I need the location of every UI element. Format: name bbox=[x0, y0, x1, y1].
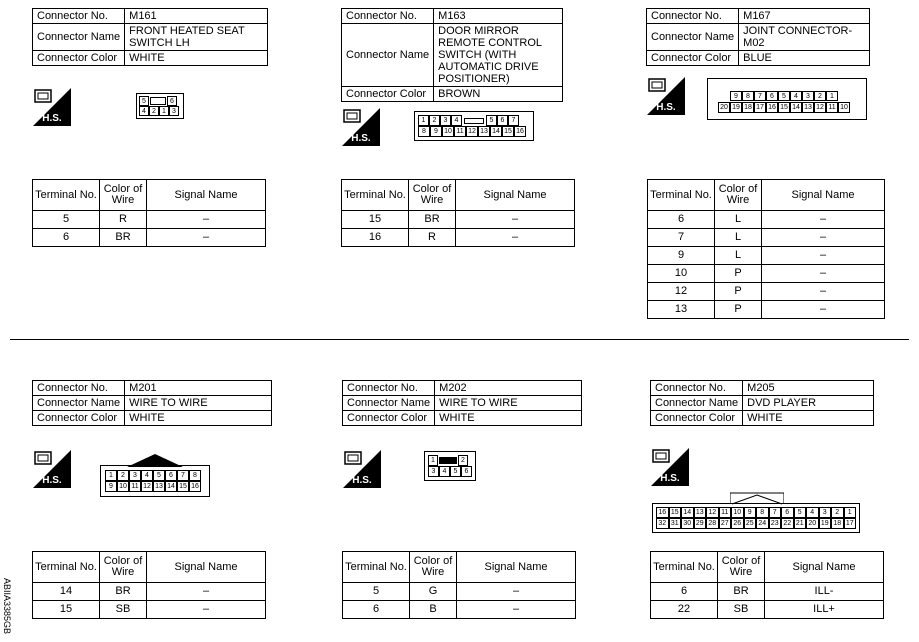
harness-side-icon bbox=[33, 88, 71, 126]
label-connector-name: Connector Name bbox=[342, 24, 434, 87]
pin: 2 bbox=[149, 106, 159, 116]
connector-key bbox=[150, 97, 166, 105]
connector-key bbox=[464, 118, 484, 124]
connector-face-m167: 9 8 7 6 5 4 3 2 1 20 19 18 17 16 15 14 13 12 11 10 bbox=[707, 78, 867, 120]
section-divider bbox=[10, 339, 909, 340]
connector-face-m202: 1 2 3 4 5 6 bbox=[424, 451, 476, 481]
svg-text:H.S.: H.S. bbox=[660, 473, 680, 484]
connector-name-value: FRONT HEATED SEAT SWITCH LH bbox=[125, 24, 268, 51]
label-connector-no: Connector No. bbox=[342, 9, 434, 24]
pin: 6 bbox=[167, 96, 177, 106]
table-row: 14 BR – bbox=[33, 583, 266, 601]
table-row: 5 R – bbox=[33, 211, 266, 229]
harness-side-icon bbox=[651, 448, 689, 486]
connector-color-value: WHITE bbox=[125, 51, 268, 66]
table-row: 15 SB – bbox=[33, 601, 266, 619]
label-connector-name: Connector Name bbox=[33, 24, 125, 51]
table-row: 5 G – bbox=[343, 583, 576, 601]
table-row: 7 L – bbox=[648, 229, 885, 247]
connector-info-m201: Connector No. M201 Connector Name WIRE TO WIRE Connector Color WHITE bbox=[32, 380, 272, 426]
harness-side-icon bbox=[342, 108, 380, 146]
harness-side-icon bbox=[647, 77, 685, 115]
table-row: 15 BR – bbox=[342, 211, 575, 229]
table-row: 6 L – bbox=[648, 211, 885, 229]
connector-no-value: M161 bbox=[125, 9, 268, 24]
table-row: 13 P – bbox=[648, 301, 885, 319]
terminal-table-m202: Terminal No. Color of Wire Signal Name 5 G – 6 B – bbox=[342, 551, 576, 619]
harness-side-icon bbox=[33, 450, 71, 488]
table-row: 6 BR – bbox=[33, 229, 266, 247]
svg-text:H.S.: H.S. bbox=[656, 102, 676, 113]
harness-side-icon bbox=[343, 450, 381, 488]
hs-label: H.S. bbox=[351, 133, 371, 144]
connector-no-value: M163 bbox=[434, 9, 563, 24]
connector-face-m205: 16 15 14 13 12 11 10 9 8 7 6 5 4 3 2 1 32 31 30 29 28 27 26 25 24 23 22 21 20 19 18 17 bbox=[652, 503, 860, 533]
wire-color-header: Color of Wire bbox=[100, 180, 147, 211]
svg-text:H.S.: H.S. bbox=[42, 475, 62, 486]
connector-name-value: DOOR MIRROR REMOTE CONTROL SWITCH (WITH AUTOMATIC DRIVE POSITIONER) bbox=[434, 24, 563, 87]
terminal-table-m161 bbox=[32, 179, 266, 247]
table-row: 6 BR ILL- bbox=[651, 583, 884, 601]
connector-info-m202: Connector No. M202 Connector Name WIRE TO WIRE Connector Color WHITE bbox=[342, 380, 582, 426]
pin: 5 bbox=[139, 96, 149, 106]
hs-label: H.S. bbox=[42, 113, 62, 124]
terminal-table-m205: Terminal No. Color of Wire Signal Name 6 BR ILL- 22 SB ILL+ bbox=[650, 551, 884, 619]
connector-color-value: BROWN bbox=[434, 87, 563, 102]
table-row: 9 L – bbox=[648, 247, 885, 265]
connector-info-m163 bbox=[341, 8, 563, 102]
svg-text:H.S.: H.S. bbox=[352, 475, 372, 486]
pin: 3 bbox=[169, 106, 179, 116]
connector-face-m201: 1 2 3 4 5 6 7 8 9 10 11 12 13 14 15 16 bbox=[100, 465, 210, 497]
connector-latch bbox=[730, 490, 784, 505]
signal-name-header: Signal Name bbox=[147, 180, 266, 211]
label-connector-color: Connector Color bbox=[342, 87, 434, 102]
figure-code: ABIIA3385GB bbox=[2, 578, 12, 635]
table-row: 10 P – bbox=[648, 265, 885, 283]
label-connector-color: Connector Color bbox=[33, 51, 125, 66]
terminal-table-m167: Terminal No. Color of Wire Signal Name 6 L – 7 L – 9 L – 10 P – 12 P – 13 P – bbox=[647, 179, 885, 319]
label-connector-no: Connector No. bbox=[33, 9, 125, 24]
connector-key bbox=[439, 457, 457, 464]
table-row: 16 R – bbox=[342, 229, 575, 247]
terminal-table-m201: Terminal No. Color of Wire Signal Name 14 BR – 15 SB – bbox=[32, 551, 266, 619]
table-row: 6 B – bbox=[343, 601, 576, 619]
table-row: 12 P – bbox=[648, 283, 885, 301]
connector-info-m167: Connector No. M167 Connector Name JOINT CONNECTOR-M02 Connector Color BLUE bbox=[646, 8, 870, 66]
connector-face-m163: 1 2 3 4 5 6 7 8 9 10 11 12 13 14 15 16 bbox=[414, 111, 534, 141]
pin: 1 bbox=[159, 106, 169, 116]
table-row: 22 SB ILL+ bbox=[651, 601, 884, 619]
terminal-no-header: Terminal No. bbox=[33, 180, 100, 211]
connector-info-m161 bbox=[32, 8, 268, 66]
connector-face-m161 bbox=[136, 93, 184, 119]
pin: 4 bbox=[139, 106, 149, 116]
connector-latch bbox=[127, 452, 183, 468]
connector-info-m205: Connector No. M205 Connector Name DVD PLAYER Connector Color WHITE bbox=[650, 380, 874, 426]
terminal-table-m163: Terminal No. Color of Wire Signal Name 15 BR – 16 R – bbox=[341, 179, 575, 247]
